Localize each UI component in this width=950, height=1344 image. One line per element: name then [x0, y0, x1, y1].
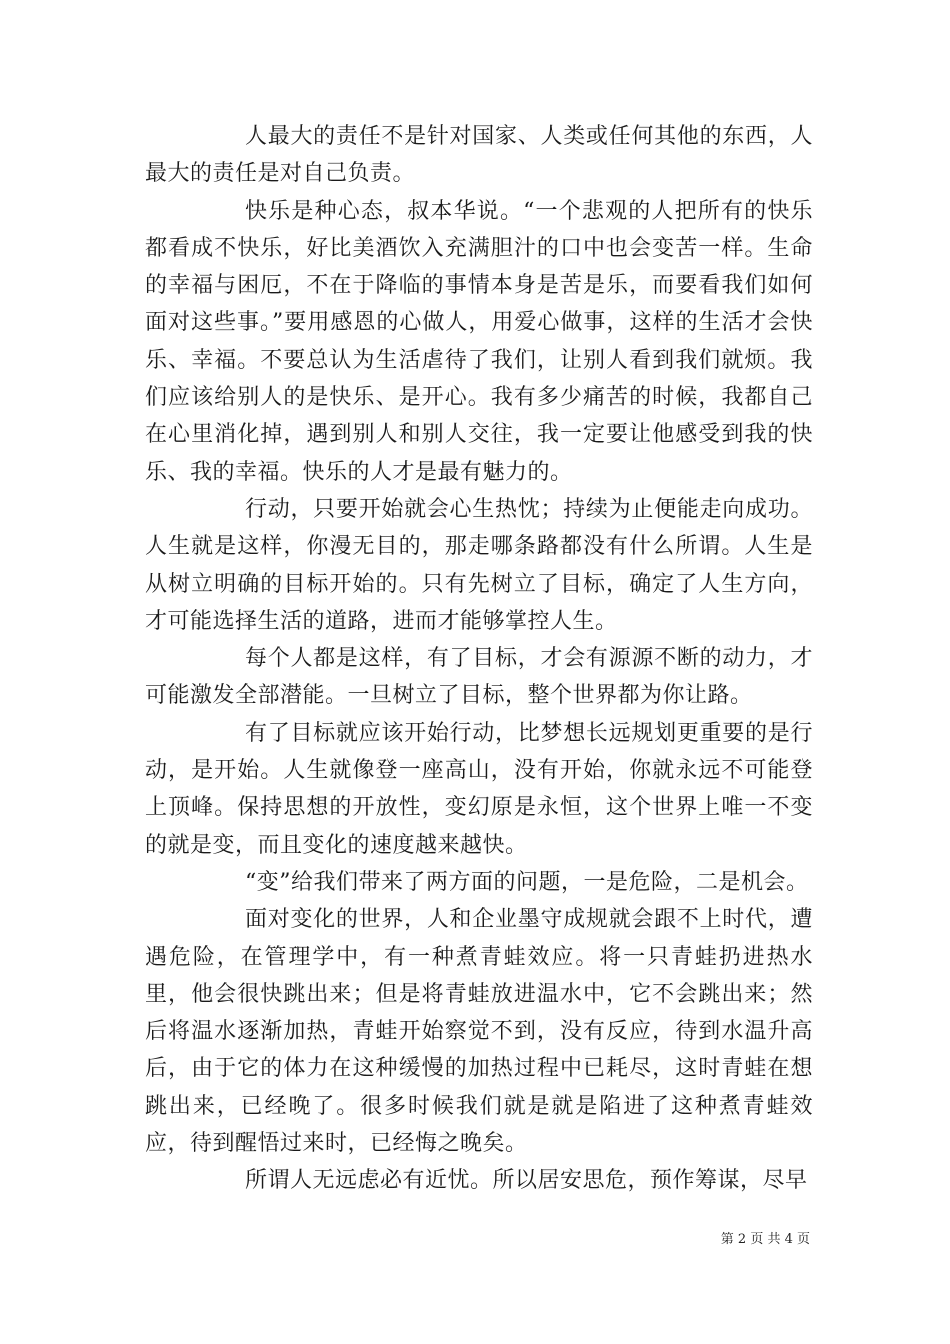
paragraph-3: 行动，只要开始就会心生热忱；持续为止便能走向成功。人生就是这样，你漫无目的，那走哪条路都没有什么所谓。人生是从树立明确的目标开始的。只有先树立了目标，确定了人生方向，才可能选择生活的道路，进而才能够掌控人生。: [145, 496, 813, 634]
page-number-footer: 第 2 页 共 4 页: [720, 1232, 810, 1247]
paragraph-7: 面对变化的世界，人和企业墨守成规就会跟不上时代，遭遇危险，在管理学中，有一种煮青蛙效应。将一只青蛙扔进热水里，他会很快跳出来；但是将青蛙放进温水中，它不会跳出来；然后将温水逐渐加热，青蛙开始察觉不到，没有反应，待到水温升高后，由于它的体力在这种缓慢的加热过程中已耗尽，这时青蛙在想跳出来，已经晚了。很多时候我们就是就是陷进了这种煮青蛙效应，待到醒悟过来时，已经悔之晚矣。: [145, 907, 813, 1157]
body-text: [145, 118, 813, 1200]
paragraph-8: 所谓人无远虑必有近忧。所以居安思危，预作筹谋，尽早: [245, 1168, 808, 1194]
paragraph-2: 快乐是种心态，叔本华说。“一个悲观的人把所有的快乐都看成不快乐，好比美酒饮入充满胆汁的口中也会变苦一样。生命的幸福与困厄，不在于降临的事情本身是苦是乐，而要看我们如何面对这些事。”要用感恩的心做人，用爱心做事，这样的生活才会快乐、幸福。不要总认为生活虐待了我们，让别人看到我们就烦。我们应该给别人的是快乐、是开心。我有多少痛苦的时候，我都自己在心里消化掉，遇到别人和别人交往，我一定要让他感受到我的快乐、我的幸福。快乐的人才是最有魅力的。: [145, 198, 813, 485]
paragraph-6: “变”给我们带来了两方面的问题，一是危险，二是机会。: [245, 869, 809, 895]
paragraph-4: 每个人都是这样，有了目标，才会有源源不断的动力，才可能激发全部潜能。一旦树立了目标，整个世界都为你让路。: [145, 646, 813, 709]
paragraph-1: 人最大的责任不是针对国家、人类或任何其他的东西，人最大的责任是对自己负责。: [145, 124, 813, 187]
paragraph-5: 有了目标就应该开始行动，比梦想长远规划更重要的是行动，是开始。人生就像登一座高山，没有开始，你就永远不可能登上顶峰。保持思想的开放性，变幻原是永恒，这个世界上唯一不变的就是变，而且变化的速度越来越快。: [145, 720, 813, 858]
